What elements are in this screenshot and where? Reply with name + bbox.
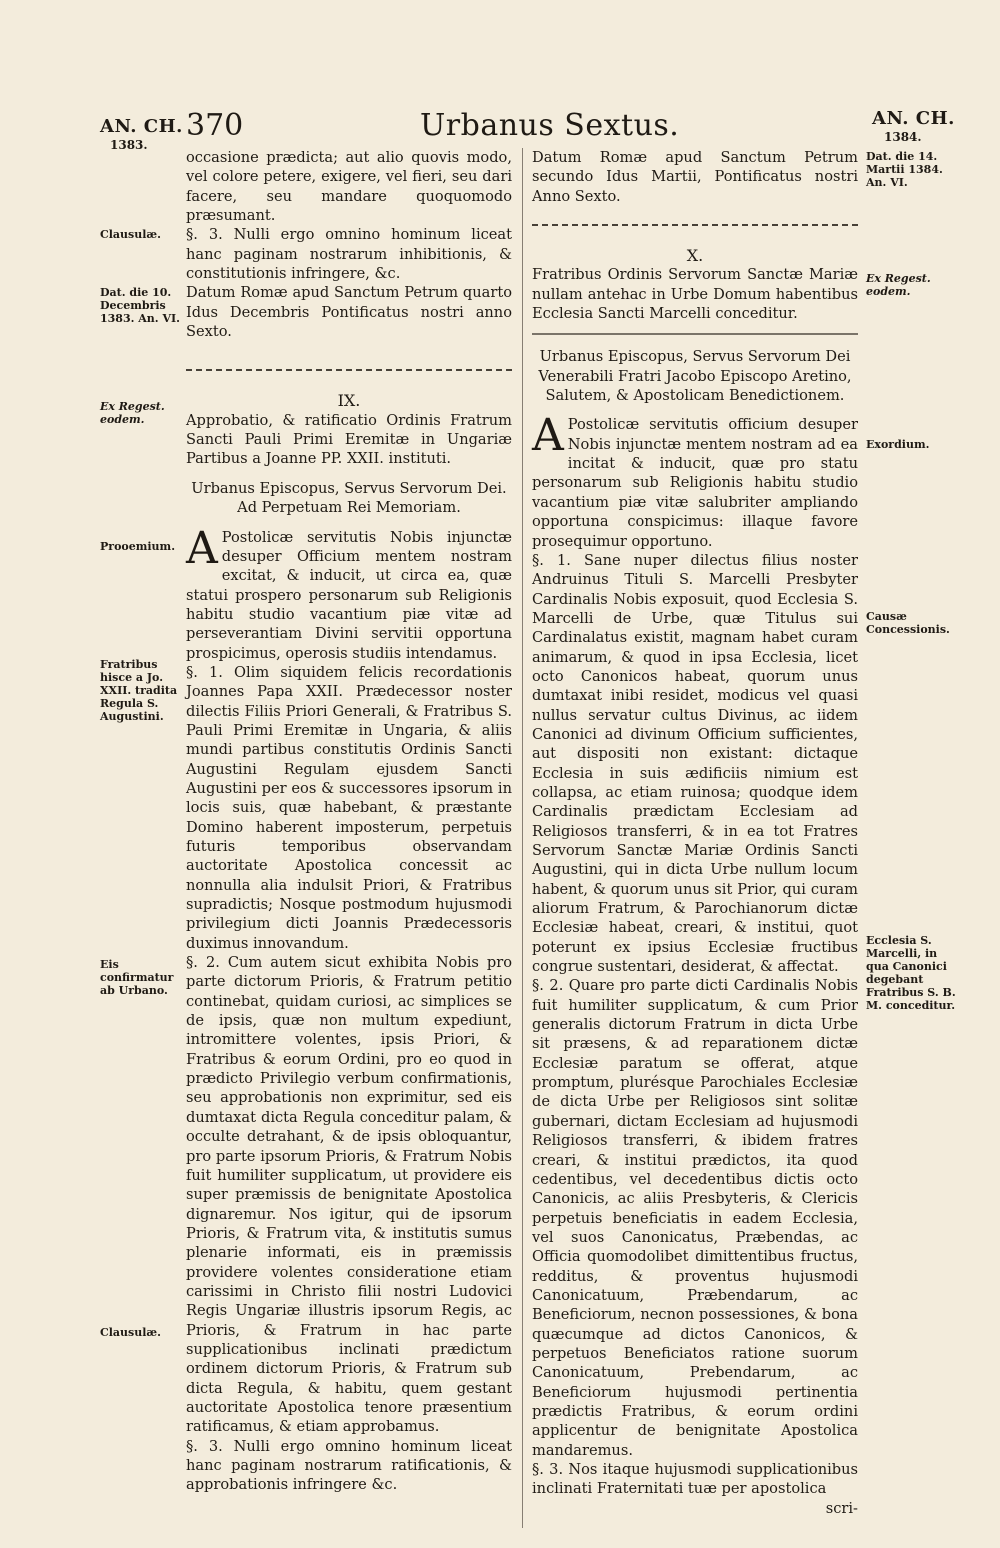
margin-note-exordium: Exordium. xyxy=(866,438,930,451)
paragraph: §. 3. Nulli ergo omnino hominum liceat hanc paginam nostrarum inhibitionis, & constitutionis infringere, &c. xyxy=(186,226,512,283)
margin-note-date-2: Dat. die 14. Martii 1384. An. VI. xyxy=(866,150,943,189)
paragraph: §. 3. Nos itaque hujusmodi supplicationibus inclinati Fraternitati tuæ per apostolica xyxy=(532,1461,858,1498)
drop-cap: A xyxy=(186,522,218,574)
section-number: X. xyxy=(686,246,704,266)
catchword: scri- xyxy=(825,1499,858,1517)
section-rule xyxy=(186,369,512,373)
section-number: IX. xyxy=(337,391,361,411)
opening-paragraph xyxy=(532,410,858,550)
margin-note-prooemium: Prooemium. xyxy=(100,540,176,553)
paragraph: §. 1. Sane nuper dilectus filius noster Andruinus Tituli S. Marcelli Presbyter Cardinalis Nobis exposuit, quod Ecclesia S. Marcelli de Urbe, quæ Titulus sui Cardinalatus existit, magnam habet curam animarum, & quod in ipsa Ecclesia, licet octo Canonicos habeat, quorum unus dumtaxat inibi residet, modicus vel quasi nullus servatur cultus Divinus, ac iidem Canonici ad divinum Officium sufficientes, aut dispositi non existant: dictaque Ecclesia in suis ædificiis nimium est collapsa, ac etiam ruinosa; quodque idem Cardinalis prædictam Ecclesiam ad Religiosos transferri, & in ea tot Fratres Servorum Sanctæ Mariæ Ordinis Sancti Augustini, qui in dicta Urbe nullum locum habent, & quorum unus sit Prior, qui curam aliorum Fratrum, & Parochianorum dictæ Ecclesiæ habeat, creari, & institui, quot poterunt ex ipsius Ecclesiæ fructibus congrue sustentari, desiderat, & affectat. xyxy=(532,551,858,976)
margin-note-clausulae: Clausulæ. xyxy=(100,228,161,241)
section-heading: Approbatio, & ratificatio Ordinis Fratrum Sancti Pauli Primi Eremitæ in Ungariæ Partibus a Joanne PP. XXII. instituti. xyxy=(186,411,512,468)
left-column xyxy=(186,148,512,1495)
heading-rule xyxy=(532,333,858,337)
column-divider xyxy=(522,148,523,1528)
margin-note-causae: Causæ Concessionis. xyxy=(866,610,950,636)
margin-note-eis-confirmatur: Eis confirmatur ab Urbano. xyxy=(100,958,174,997)
paragraph: §. 2. Quare pro parte dicti Cardinalis Nobis fuit humiliter supplicatum, & cum Prior generalis dictorum Fratrum in dicta Urbe sit præsens, & ad reparationem dictæ Ecclesiæ paratum se offerat, atque promptum, plurésque Parochiales Ecclesiæ de dicta Urbe per Religiosos sint solitæ gubernari, dictam Ecclesiam ad hujusmodi Religiosos transferri, & ibidem fratres creari, & institui prædictos, ita quod cedentibus, vel decedentibus dictis octo Canonicis, ac aliis Presbyteris, & Clericis perpetuis beneficiatis in eadem Ecclesia, vel suos Canonicatus, Præbendas, ac Officia quomodolibet dimittentibus fructus, redditus, & proventus hujusmodi Canonicatuum, Præbendarum, ac Beneficiorum, necnon possessiones, & bona quæcumque ad dictos Canonicos, & perpetuos Beneficiatos ratione suorum Canonicatuum, Prebendarum, ac Beneficiorum hujusmodi pertinentia prædictis Fratribus, & eorum ordini applicentur de benignitate Apostolica mandaremus. xyxy=(532,977,858,1459)
header-left-year: 1383. xyxy=(110,138,148,152)
margin-note-date: Dat. die 10. Decembris 1383. An. VI. xyxy=(100,286,180,325)
section-heading: Fratribus Ordinis Servorum Sanctæ Mariæ nullam antehac in Urbe Domum habentibus Ecclesia Sancti Marcelli conceditur. xyxy=(532,266,858,323)
section-rule xyxy=(532,224,858,228)
page-number: 370 xyxy=(186,108,244,143)
salutation: Urbanus Episcopus, Servus Servorum Dei Venerabili Fratri Jacobo Episcopo Aretino, Salutem, & Apostolicam Benedictionem. xyxy=(538,348,852,405)
header-left-year-label: AN. CH. xyxy=(100,116,183,137)
opening-paragraph xyxy=(186,522,512,663)
paragraph: Datum Romæ apud Sanctum Petrum quarto Idus Decembris Pontificatus nostri anno Sexto. xyxy=(186,284,512,341)
paragraph: Postolicæ servitutis officium desuper Nobis injunctæ mentem nostram ad ea incitat & inducit, quæ pro statu personarum sub Religionis habitu studio vacantium piæ vitæ salubriter ampliando opportuna conspicimus: illaque favore prosequimur opportuno. xyxy=(532,416,858,550)
margin-note-fratribus: Fratribus hisce a Jo. XXII. tradita Regula S. Augustini. xyxy=(100,658,178,723)
header-right-year-label: AN. CH. xyxy=(872,108,955,129)
drop-cap: A xyxy=(532,410,564,462)
margin-note-ecclesia: Ecclesia S. Marcelli, in qua Canonici degebant Fratribus S. B. M. conceditur. xyxy=(866,934,956,1012)
salutation: Urbanus Episcopus, Servus Servorum Dei. Ad Perpetuam Rei Memoriam. xyxy=(191,479,507,517)
paragraph: §. 2. Cum autem sicut exhibita Nobis pro parte dictorum Prioris, & Fratrum petitio continebat, quidam curiosi, ac simplices se de ipsis, quæ non multum expediunt, intromittere volentes, ipsis Priori, & Fratribus & eorum Ordini, pro eo quod in prædicto Privilegio verbum confirmationis, seu approbationis non exprimitur, sed eis dumtaxat dicta Regula conceditur palam, & occulte detrahant, & de ipsis obloquantur, pro parte ipsorum Prioris, & Fratrum Nobis fuit humiliter supplicatum, ut providere eis super præmissis de benignitate Apostolica dignaremur. Nos igitur, qui de ipsorum Prioris, & Fratrum vita, & institutis sumus plenarie informati, eis in præmissis providere volentes consideratione etiam carissimi in Christo filii nostri Ludovici Regis Ungariæ illustris ipsorum Regis, ac Prioris, & Fratrum in hac parte supplicationibus inclinati prædictum ordinem dictorum Prioris, & Fratrum sub dicta Regula, & habitu, quem gestant auctoritate Apostolica tenore præsentium ratificamus, & etiam approbamus. xyxy=(186,954,512,1436)
margin-note-ex-regest-2: Ex Regest. eodem. xyxy=(866,272,931,298)
page-title: Urbanus Sextus. xyxy=(420,108,680,143)
paragraph: occasione prædicta; aut alio quovis modo, vel colore petere, exigere, vel fieri, seu dari facere, seu mandare quoquomodo præsumant. xyxy=(186,149,512,225)
paragraph: Postolicæ servitutis Nobis injunctæ desuper Officium mentem nostram excitat, & inducit, ut circa ea, quæ statui prospero personarum sub Religionis habitu studio vacantium piæ vitæ ad perseverantiam Divini servitii opportuna prospicimus, operosis studiis intendamus. xyxy=(186,528,512,662)
paragraph: §. 3. Nulli ergo omnino hominum liceat hanc paginam nostrarum ratificationis, & approbationis infringere &c. xyxy=(186,1437,512,1494)
header-right-year: 1384. xyxy=(884,130,922,144)
paragraph: Datum Romæ apud Sanctum Petrum secundo Idus Martii, Pontificatus nostri Anno Sexto. xyxy=(532,149,858,205)
margin-note-ex-regest: Ex Regest. eodem. xyxy=(100,400,165,426)
margin-note-clausulae-2: Clausulæ. xyxy=(100,1326,161,1339)
right-column xyxy=(532,148,858,1518)
paragraph: §. 1. Olim siquidem felicis recordationis Joannes Papa XXII. Prædecessor noster dilectis Filiis Priori Generali, & Fratribus S. Pauli Primi Eremitæ in Ungaria, & aliis mundi partibus constitutis Ordinis Sancti Augustini Regulam ejusdem Sancti Augustini per eos & successores ipsorum in locis suis, quæ habebant, & præstante Domino haberent imposterum, perpetuis futuris temporibus observandam auctoritate Apostolica concessit ac nonnulla alia indulsit Priori, & Fratribus supradictis; Nosque postmodum hujusmodi privilegium dicti Joannis Prædecessoris duximus innovandum. xyxy=(186,663,512,952)
